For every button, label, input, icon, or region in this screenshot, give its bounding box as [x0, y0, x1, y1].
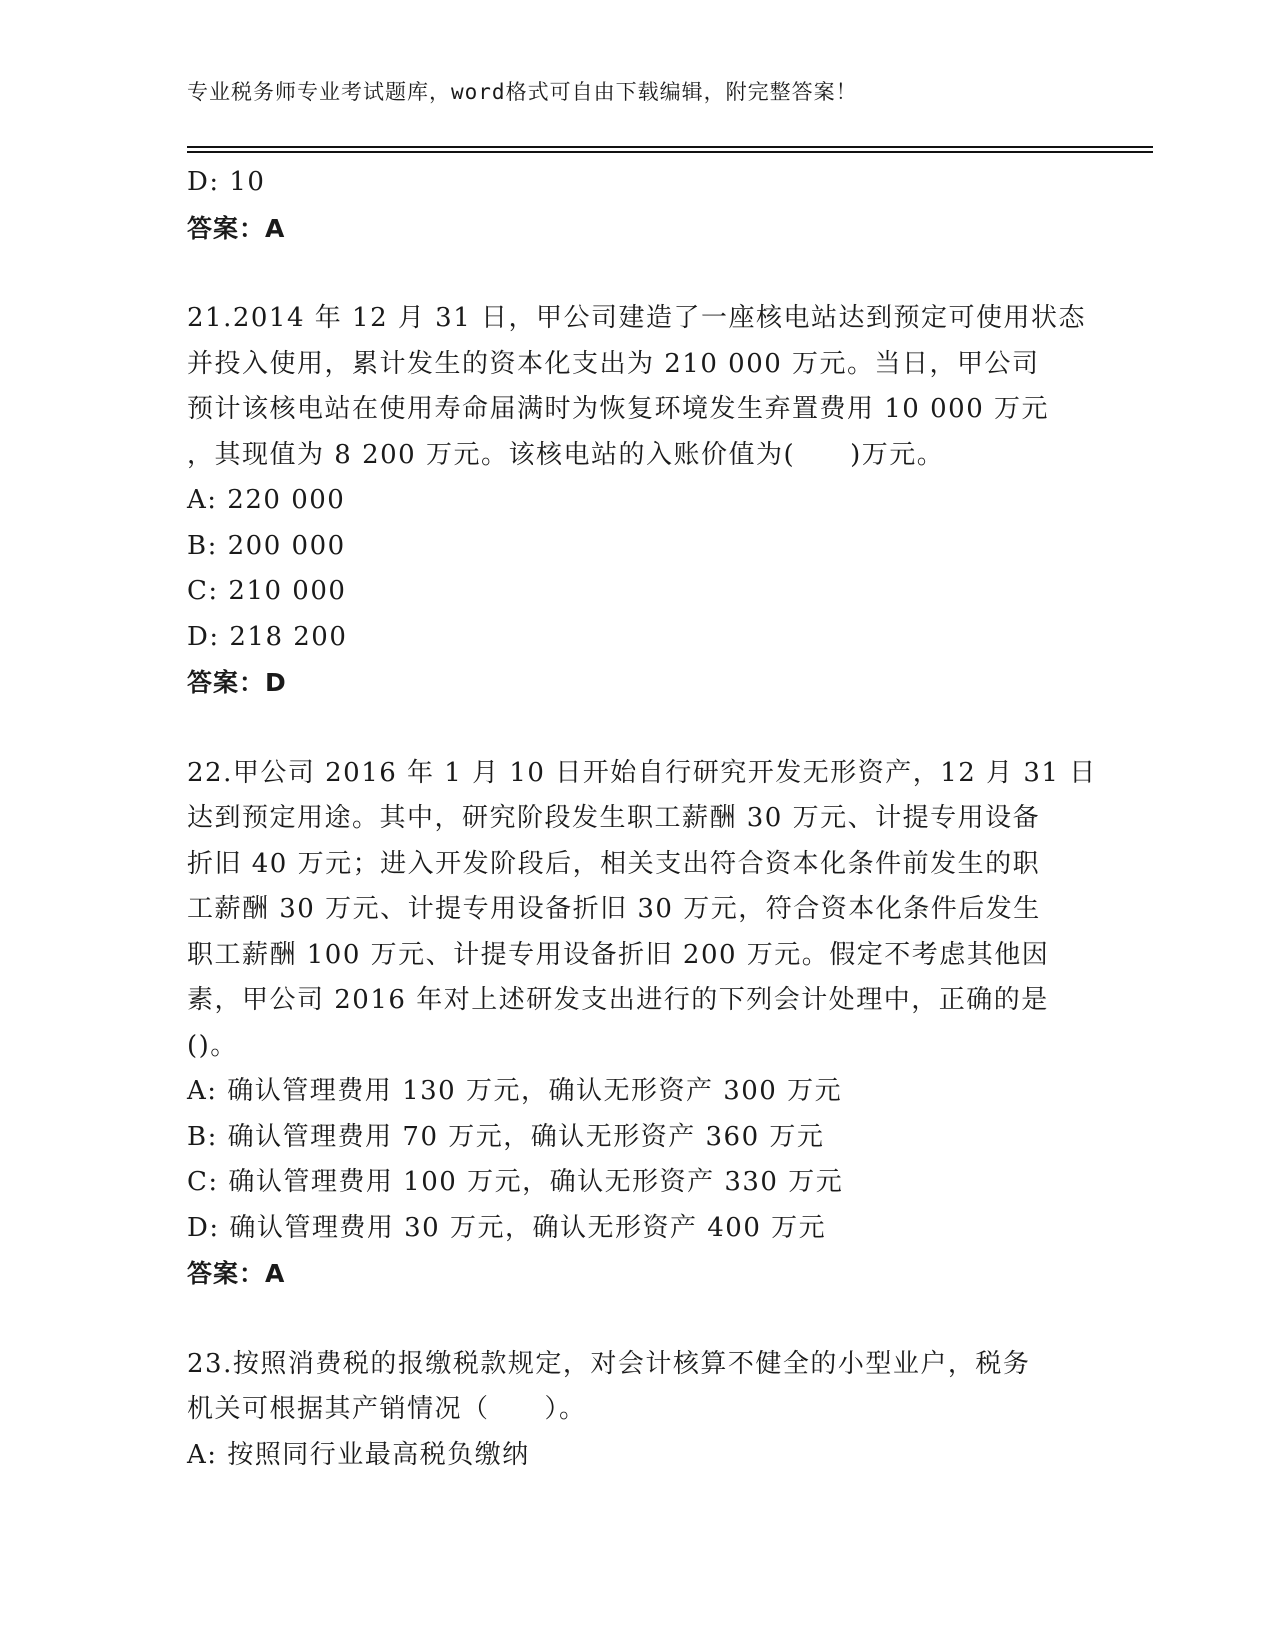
option-d: D: 确认管理费用 30 万元，确认无形资产 400 万元 [187, 1212, 827, 1243]
previous-question-tail [187, 160, 1087, 251]
question-23 [187, 1342, 1087, 1479]
question-text-line: 22.甲公司 2016 年 1 月 10 日开始自行研究开发无形资产，12 月 31 日 [187, 757, 1097, 788]
question-text-line: 折旧 40 万元；进入开发阶段后，相关支出符合资本化条件前发生的职 [187, 848, 1041, 879]
question-text-line: 并投入使用，累计发生的资本化支出为 210 000 万元。当日，甲公司 [187, 348, 1040, 379]
question-text-line: 预计该核电站在使用寿命届满时为恢复环境发生弃置费用 10 000 万元 [187, 394, 1050, 424]
option-d: D: 218 200 [187, 621, 348, 652]
question-text-line: ，其现值为 8 200 万元。该核电站的入账价值为( )万元。 [187, 439, 945, 470]
answer-line: 答案：A [187, 1259, 286, 1288]
question-text-line: ()。 [187, 1030, 238, 1061]
question-text-line: 职工薪酬 100 万元、计提专用设备折旧 200 万元。假定不考虑其他因 [187, 939, 1050, 970]
question-22 [187, 751, 1097, 1297]
page-header: 专业税务师专业考试题库，word格式可自由下载编辑，附完整答案！ [187, 80, 858, 104]
option-b: B: 200 000 [187, 530, 346, 561]
question-text-line: 21.2014 年 12 月 31 日，甲公司建造了一座核电站达到预定可使用状态 [187, 303, 1087, 333]
option-d: D: 10 [187, 167, 266, 197]
question-text-line: 工薪酬 30 万元、计提专用设备折旧 30 万元，符合资本化条件后发生 [187, 894, 1041, 924]
question-text-line: 23.按照消费税的报缴税款规定，对会计核算不健全的小型业户，税务 [187, 1348, 1031, 1379]
question-text-line: 素，甲公司 2016 年对上述研发支出进行的下列会计处理中，正确的是 [187, 985, 1049, 1015]
option-c: C: 210 000 [187, 576, 347, 606]
option-c: C: 确认管理费用 100 万元，确认无形资产 330 万元 [187, 1167, 844, 1197]
option-a: A: 确认管理费用 130 万元，确认无形资产 300 万元 [187, 1076, 843, 1106]
option-a: A: 按照同行业最高税负缴纳 [187, 1439, 530, 1470]
option-a: A: 220 000 [187, 485, 346, 515]
answer-line: 答案：A [187, 213, 286, 243]
header-rule-bottom [187, 151, 1153, 153]
question-text-line: 达到预定用途。其中，研究阶段发生职工薪酬 30 万元、计提专用设备 [187, 803, 1041, 833]
document-body [187, 160, 1097, 1478]
question-text-line: 机关可根据其产销情况（ ）。 [187, 1394, 587, 1424]
answer-line: 答案：D [187, 668, 287, 697]
header-rule-top [187, 146, 1153, 148]
option-b: B: 确认管理费用 70 万元，确认无形资产 360 万元 [187, 1121, 825, 1152]
question-21 [187, 296, 1087, 706]
